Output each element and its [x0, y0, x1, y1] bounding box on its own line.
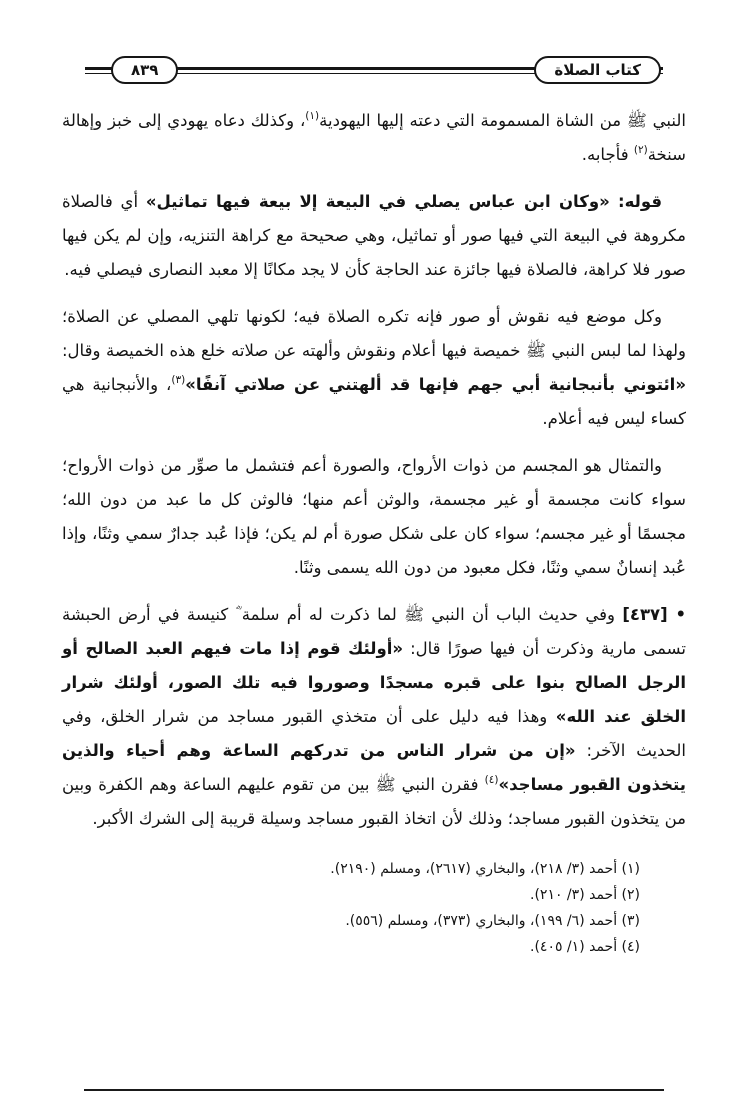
hadith-number-marker: • [٤٣٧] [622, 605, 686, 624]
text-segment: ، والأنبجانية هي كساء ليس فيه أعلام. [62, 375, 686, 428]
bottom-rule [84, 1089, 664, 1091]
body-paragraph [62, 598, 686, 836]
quoted-text-segment: «إن من شرار الناس من تدركهم الساعة وهم أحياء والذين يتخذون القبور مساجد» [62, 741, 686, 794]
body-paragraph [62, 300, 686, 436]
quoted-text-segment: «أولئك قوم إذا مات فيهم العبد الصالح أو الرجل الصالح بنوا على قبره مسجدًا وصوروا فيه تلك الصور، أولئك شرار الخلق عند الله» [62, 639, 686, 726]
text-segment: وفي حديث الباب أن النبي ﷺ لما ذكرت له أم سلمة ؓ كنيسة في أرض الحبشة تسمى مارية وذكرت أن فيها صورًا قال: [62, 605, 686, 658]
page-header [85, 55, 663, 85]
body-paragraph [62, 185, 686, 287]
quoted-text-segment: قوله: «وكان ابن عباس يصلي في البيعة إلا بيعة فيها تماثيل» [145, 192, 663, 211]
body-text [62, 104, 686, 836]
text-segment: ، وكذلك دعاه يهودي إلى خبز وإهالة سنخة [62, 111, 686, 164]
footnote: (٢) أحمد (٣/ ٢١٠). [530, 887, 640, 903]
text-segment: فقرن النبي ﷺ بين من تقوم عليهم الساعة وهم الكفرة وبين من يتخذون القبور مساجد؛ وذلك لأن اتخاذ القبور مساجد وسيلة قريبة إلى الشرك الأكبر. [62, 775, 686, 828]
body-paragraph [62, 449, 686, 585]
body-paragraph [62, 104, 686, 172]
text-segment: أي فالصلاة مكروهة في البيعة التي فيها صور أو تماثيل، وهي صحيحة مع كراهة التنزيه، وإن لم يكن فيها صور فلا كراهة، فالصلاة فيها جائزة عند الحاجة كأن لا يجد مكانًا إلا معبد النصارى فيصلي فيه. [62, 192, 686, 279]
text-segment: وكل موضع فيه نقوش أو صور فإنه تكره الصلاة فيه؛ لكونها تلهي المصلي عن الصلاة؛ ولهذا لما لبس النبي ﷺ خميصة فيها أعلام ونقوش وألهته عن صلاته خلع هذه الخميصة وقال: [62, 307, 686, 360]
footnote-ref: (٣) [171, 374, 186, 386]
footnote-ref: (٤) [484, 774, 499, 786]
page-number-badge [111, 56, 178, 84]
footnote: (٣) أحمد (٦/ ١٩٩)، والبخاري (٣٧٣)، ومسلم (٥٥٦). [345, 913, 640, 929]
book-title-badge [534, 56, 661, 84]
footnote: (٤) أحمد (١/ ٤٠٥). [530, 939, 640, 955]
text-segment: النبي ﷺ من الشاة المسمومة التي دعته إليها اليهودية [319, 111, 686, 130]
footnote-ref: (٢) [633, 144, 648, 156]
book-title: كتاب الصلاة [554, 61, 641, 79]
page-number: ٨٣٩ [131, 61, 159, 79]
text-segment: فأجابه. [581, 145, 634, 164]
text-segment: والتمثال هو المجسم من ذوات الأرواح، والصورة أعم فتشمل ما صوِّر من ذوات الأرواح؛ سواء كانت مجسمة أو غير مجسمة، والوثن أعم منها؛ فالوثن كل ما عبد من دون الله؛ مجسمًا أو غير مجسم؛ سواء كان على شكل صورة أم لم يكن؛ فإذا عُبد جدارٌ سمي وثنًا، وإذا عُبد إنسانٌ سمي وثنًا، فكل معبود من دون الله يسمى وثنًا. [62, 456, 686, 577]
footnote: (١) أحمد (٣/ ٢١٨)، والبخاري (٢٦١٧)، ومسلم (٢١٩٠). [330, 861, 640, 877]
footnotes-section [62, 856, 686, 960]
quoted-text-segment: «ائتوني بأنبجانية أبي جهم فإنها قد ألهتني عن صلاتي آنفًا» [185, 375, 686, 394]
footnote-ref: (١) [305, 110, 320, 122]
text-segment: وهذا فيه دليل على أن متخذي القبور مساجد من شرار الخلق، وفي الحديث الآخر: [62, 707, 686, 760]
